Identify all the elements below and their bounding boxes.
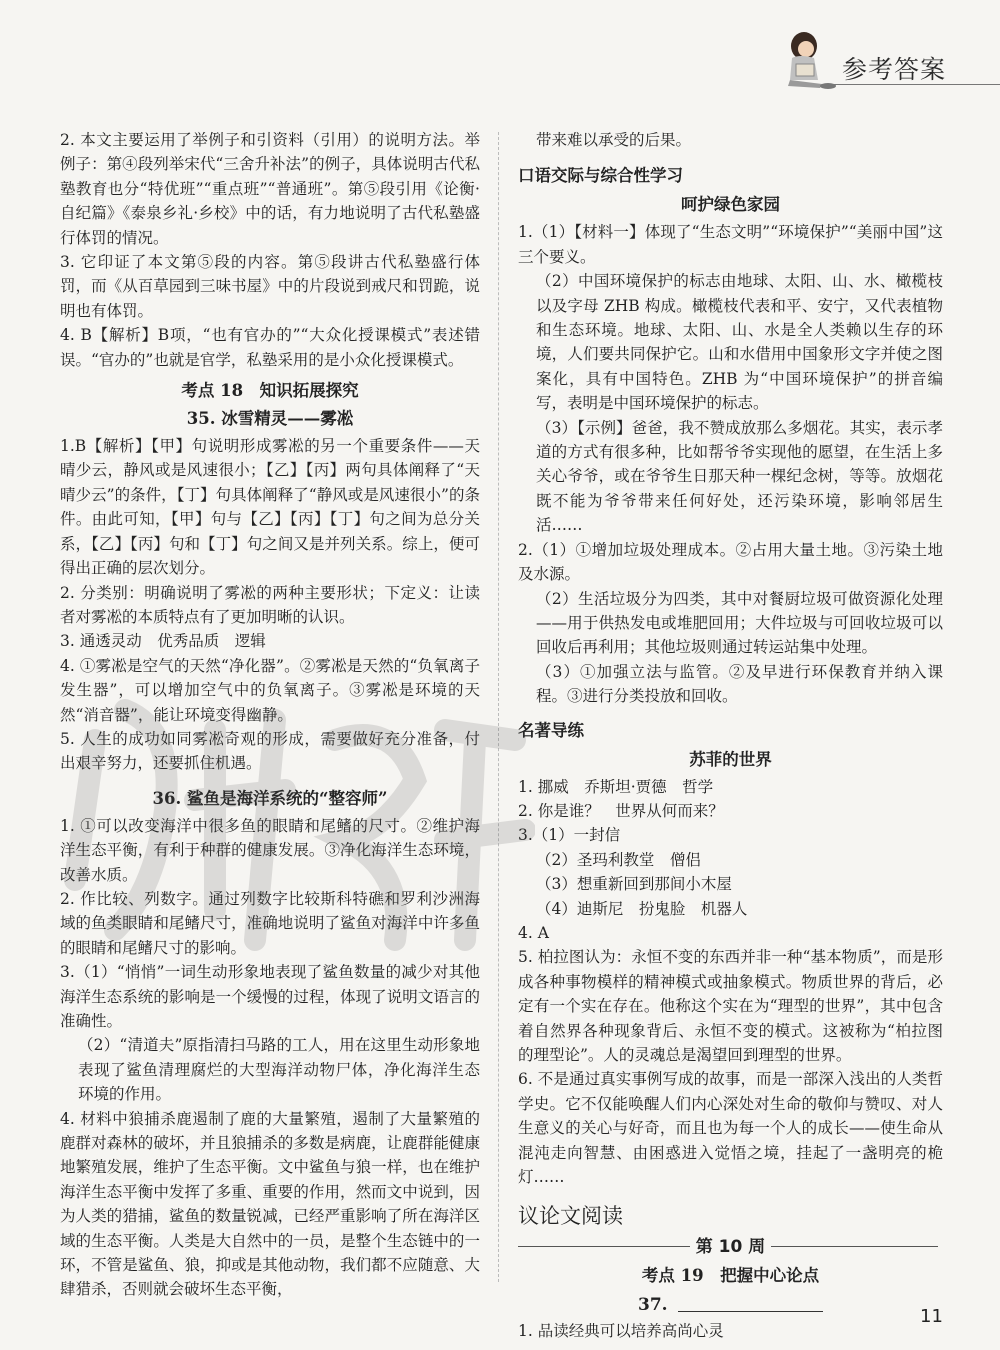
answer-item: 1.（1）【材料一】体现了“生态文明”“环境保护”“美丽中国”这三个要义。 [518, 223, 943, 266]
answer-item: （2）中国环境保护的标志由地球、太阳、山、水、橄榄枝以及字母 ZHB 构成。橄榄枝代表和平、安宁，又代表植物和生态环境。地球、太阳、山、水是全人类赖以生存的环境，人们要共同保护它。山和水借用中国象形文字并使之图案化，具有中国特色。ZHB 为“中国环境保护”的拼音编写，表明是中国环境保护的标志。 [536, 272, 943, 413]
week-banner [518, 1233, 943, 1261]
answer-item: 4. 材料中狼捕杀鹿遏制了鹿的大量繁殖，遏制了大量繁殖的鹿群对森林的破坏，并且狼捕杀的多数是病鹿，让鹿群能健康地繁殖发展，维护了生态平衡。文中鲨鱼与狼一样，也在维护海洋生态平衡中发挥了多重、重要的作用，然而文中说到，因为人类的猎捕，鲨鱼的数量锐减，已经严重影响了所在海洋区域的生态平衡。人类是大自然中的一员，是整个生态链中的一环，不管是鲨鱼、狼，抑或是其他动物，我们都不应随意、大肆猎杀，否则就会破坏生态平衡， [60, 1109, 480, 1299]
answer-blank [678, 1311, 823, 1312]
article-35-title: 35. 冰雪精灵——雾凇 [186, 409, 354, 429]
oral-answers [518, 220, 943, 708]
answer-item: 2.（1）①增加垃圾处理成本。②占用大量土地。③污染土地及水源。 [518, 540, 943, 584]
oral-section-heading: 口语交际与综合性学习 [518, 166, 683, 186]
answer-item: 3.（1）“悄悄”一词生动形象地表现了鲨鱼数量的减少对其他海洋生态系统的影响是一个缓慢的过程，体现了说明文语言的准确性。 [60, 963, 480, 1030]
answer-item: 5. 柏拉图认为：永恒不变的东西并非一种“基本物质”，而是形成各种事物模样的精神模式或抽象模式。物质世界的背后，必定有一个实在存在。他称这个实在为“理型的世界”，其中包含着自然界各种现象背后、永恒不变的模式。这被称为“柏拉图的理型论”。人的灵魂总是渴望回到理型的世界。 [518, 948, 943, 1064]
page-number: 11 [920, 1306, 943, 1327]
answer-continuation: 带来难以承受的后果。 [536, 131, 692, 149]
answer-item: 2. 作比较、列数字。通过列数字比较斯科特礁和罗利沙洲海域的鱼类眼睛和尾鳍尺寸，准确地说明了鲨鱼对海洋中许多鱼的眼睛和尾鳍尺寸的影响。 [60, 889, 480, 957]
answer-item: 5. 人生的成功如同雾凇奇观的形成，需要做好充分准备，付出艰辛努力，还要抓住机遇。 [60, 729, 480, 773]
right-column [518, 128, 943, 1344]
left-column [60, 128, 480, 1302]
classic-answers [518, 775, 943, 1190]
column-divider [498, 132, 499, 1282]
week-label: 第 10 周 [690, 1237, 772, 1257]
answer-item: 2. 本文主要运用了举例子和引资料（引用）的说明方法。举例子：第④段列举宋代“三舍升补法”的例子，具体说明古代私塾教育也分“特优班”“重点班”“普通班”。第⑤段引用《论衡·自纪篇》《泰泉乡礼·乡校》中的话，有力地说明了古代私塾盛行体罚的情况。 [60, 131, 480, 247]
answer-item: 1. ①可以改变海洋中很多鱼的眼睛和尾鳍的尺寸。②维护海洋生态平衡，有利于种群的健康发展。③净化海洋生态环境，改善水质。 [60, 816, 480, 884]
answer-item: 1. 品读经典可以培养高尚心灵 [518, 1322, 724, 1341]
page-header [770, 28, 970, 90]
answer-item: 2. 你是谁？ 世界从何而来？ [518, 801, 724, 820]
question-37-number: 37. [638, 1295, 668, 1316]
header-title: 参考答案 [842, 55, 947, 84]
classic-section-heading: 名著导练 [518, 720, 584, 740]
answer-item: 2. 分类别：明确说明了雾凇的两种主要形状；下定义：让读者对雾凇的本质特点有了更加明晰的认识。 [60, 583, 480, 626]
oral-title: 呵护绿色家园 [681, 195, 780, 215]
answer-item: 3. 通透灵动 优秀品质 逻辑 [60, 632, 266, 651]
header-divider [830, 84, 1000, 85]
article-36-title: 36. 鲨鱼是海洋系统的“整容师” [152, 788, 388, 808]
answer-item: 3. 它印证了本文第⑤段的内容。第⑤段讲古代私塾盛行体罚，而《从百草园到三味书屋》中的片段说到戒尺和罚跪，说明也有体罚。 [60, 253, 480, 320]
answer-item: （2）生活垃圾分为四类，其中对餐厨垃圾可做资源化处理——用于供热发电或堆肥回用；大件垃圾与可回收垃圾可以回收后再利用；其他垃圾则通过转运站集中处理。 [536, 589, 943, 657]
girl-reading-icon [770, 28, 840, 92]
answer-item: 3.（1）一封信 [518, 826, 621, 845]
answer-item: （3）想重新回到那间小木屋 [536, 875, 732, 894]
answer-item: （2）圣玛利教堂 僧侣 [536, 850, 701, 869]
kaodian-19-heading: 考点 19 把握中心论点 [641, 1266, 820, 1286]
answer-item: 6. 不是通过真实事例写成的故事，而是一部深入浅出的人类哲学史。它不仅能唤醒人们内心深处对生命的敬仰与赞叹、对人生意义的关心与好奇，而且也为每一个人的成长——使生命从混沌走向智慧、由困惑进入觉悟之境，挂起了一盏明亮的桅灯…… [518, 1070, 943, 1187]
answer-item: （3）①加强立法与监管。②及早进行环保教育并纳入课程。③进行分类投放和回收。 [536, 662, 943, 706]
answer-item: 4. A [518, 923, 549, 942]
answer-item: （2）“清道夫”原指清扫马路的工人，用在这里生动形象地表现了鲨鱼清理腐烂的大型海洋动物尸体，净化海洋生态环境的作用。 [78, 1036, 480, 1104]
kaodian-18-heading: 考点 18 知识拓展探究 [181, 381, 359, 401]
article-36-answers [60, 814, 480, 1302]
question-37 [518, 1291, 943, 1319]
answer-item: 4. ①雾凇是空气的天然“净化器”。②雾凇是天然的“负氧离子发生器”，可以增加空气中的负氧离子。③雾凇是环境的天然“消音器”，能让环境变得幽静。 [60, 656, 480, 724]
argument-section-heading: 议论文阅读 [518, 1204, 623, 1229]
classic-title: 苏菲的世界 [689, 749, 772, 769]
answer-item: （4）迪斯尼 扮鬼脸 机器人 [536, 899, 748, 918]
answer-item: （3）【示例】爸爸，我不赞成放那么多烟花。其实，表示孝道的方式有很多种，比如帮爷爷实现他的愿望，在生活上多关心爷爷，或在爷爷生日那天种一棵纪念树，等等。放烟花既不能为爷爷带来任何好处，还污染环境，影响邻居生活…… [536, 418, 943, 535]
answer-item: 1. 挪威 乔斯坦·贾德 哲学 [518, 777, 714, 796]
answer-item: 4. B【解析】B项，“也有官办的”“大众化授课模式”表述错误。“官办的”也就是官学，私塾采用的是小众化授课模式。 [60, 326, 480, 369]
answer-item: 1.B【解析】【甲】句说明形成雾凇的另一个重要条件——天晴少云，静风或是风速很小；【乙】【丙】两句具体阐释了“天晴少云”的条件，【丁】句具体阐释了“静风或是风速很小”的条件。由此可知，【甲】句与【乙】【丙】【丁】句之间为总分关系，【乙】【丙】句和【丁】句之间又是并列关系。综上，便可得出正确的层次划分。 [60, 437, 480, 578]
